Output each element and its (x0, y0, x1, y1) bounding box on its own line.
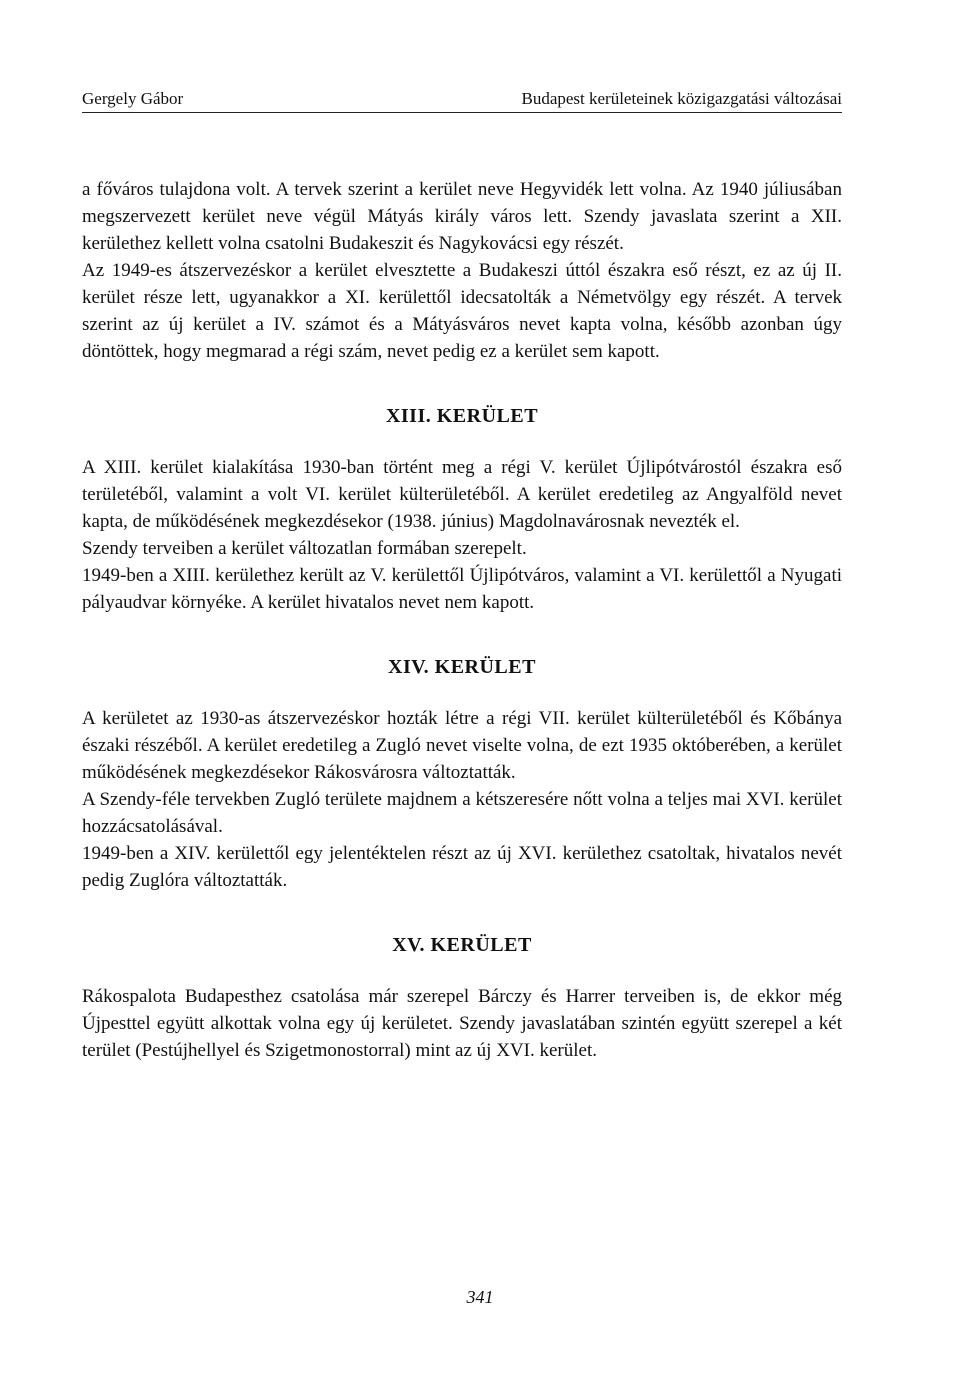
page-number: 341 (466, 1287, 494, 1307)
section-heading-xiii: XIII. KERÜLET (385, 405, 539, 427)
paragraph: A XIII. kerület kialakítása 1930-ban történt meg a régi V. kerület Újlipótvárostól északra eső területéből, valamint a volt VI. kerület külterületéből. A kerület eredetileg az Angyalföld nevet kapta, de működésének megkezdésekor (1938. június) Magdolnavárosnak nevezték el. (82, 457, 842, 532)
paragraph: 1949-ben a XIV. kerülettől egy jelentéktelen részt az új XVI. kerülethez csatoltak, hivatalos nevét pedig Zuglóra változtatták. (82, 843, 842, 891)
section-xiv (82, 705, 842, 894)
section-xv (82, 983, 842, 1064)
paragraph: Szendy terveiben a kerület változatlan formában szerepelt. (82, 538, 527, 559)
section-heading-xv: XV. KERÜLET (392, 934, 532, 956)
page-content (82, 176, 842, 1064)
section-heading-xiv: XIV. KERÜLET (388, 656, 536, 678)
paragraph: a főváros tulajdona volt. A tervek szerint a kerület neve Hegyvidék lett volna. Az 1940 júliusában megszervezett kerület neve végül Mátyás király város lett. Szendy javaslata szerint a XII. kerülethez kellett volna csatolni Budakeszit és Nagykovácsi egy részét. (82, 179, 842, 254)
page-header (82, 86, 842, 113)
header-book-title: Budapest kerületeinek közigazgatási változásai (521, 89, 842, 108)
paragraph: Az 1949-es átszervezéskor a kerület elvesztette a Budakeszi úttól északra eső részt, ez az új II. kerület része lett, ugyanakkor a XI. kerülettől idecsatolták a Németvölgy egy részét. A tervek szerint az új kerület a IV. számot és a Mátyásváros nevet kapta volna, később azonban úgy döntöttek, hogy megmarad a régi szám, nevet pedig ez a kerület sem kapott. (82, 260, 842, 362)
intro-section (82, 176, 842, 365)
section-xiii (82, 454, 842, 616)
paragraph: A Szendy-féle tervekben Zugló területe majdnem a kétszeresére nőtt volna a teljes mai XVI. kerület hozzácsatolásával. (82, 789, 842, 837)
header-author: Gergely Gábor (82, 89, 184, 108)
paragraph: 1949-ben a XIII. kerülethez került az V. kerülettől Újlipótváros, valamint a VI. kerülettől a Nyugati pályaudvar környéke. A kerület hivatalos nevet nem kapott. (82, 565, 842, 613)
paragraph: Rákospalota Budapesthez csatolása már szerepel Bárczy és Harrer terveiben is, de ekkor még Újpesttel együtt alkottak volna egy új kerületet. Szendy javaslatában szintén együtt szerepel a két terület (Pestújhellyel és Szigetmonostorral) mint az új XVI. kerület. (82, 986, 842, 1061)
paragraph: A kerületet az 1930-as átszervezéskor hozták létre a régi VII. kerület külterületéből és Kőbánya északi részéből. A kerület eredetileg a Zugló nevet viselte volna, de ezt 1935 októberében, a kerület működésének megkezdésekor Rákosvárosra változtatták. (82, 708, 842, 783)
